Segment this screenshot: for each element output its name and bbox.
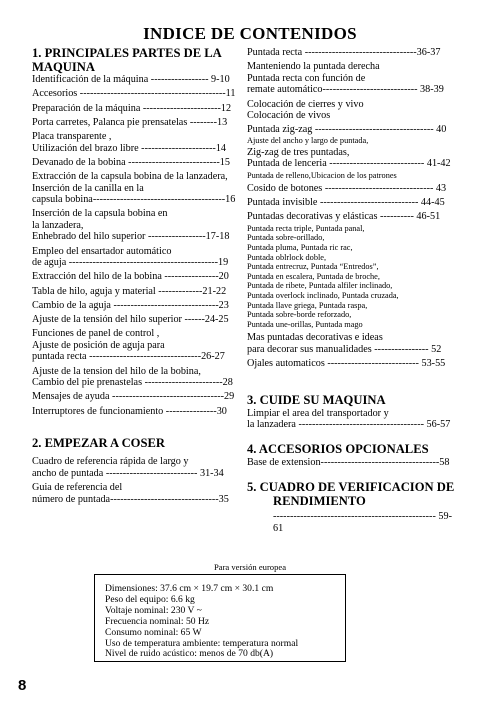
toc-entry: Cosido de botones -------------------------------- 43 [247,182,447,194]
decorative-stitch-list [247,224,459,330]
toc-entry: Limpiar el area del transportador y la lanzadera ------------------------------------- 56-57 [247,407,451,431]
toc-entry: Base de extension-----------------------------------58 [247,456,450,468]
toc-entry: Funciones de panel de control , Ajuste de posición de aguja para puntada recta ---------------------------------26-27 [32,328,225,363]
left-column [32,47,242,508]
decorative-stitch-item: Puntada overlock inclinado, Puntada cruzada, [247,291,399,301]
spec-line: Dimensiones: 37.6 cm × 19.7 cm × 30.1 cm [105,583,274,594]
spec-line: Peso del equipo: 6.6 kg [105,593,195,605]
spec-line: Consumo nominal: 65 W [105,626,202,638]
page-title: INDICE DE CONTENIDOS [143,24,357,43]
decorative-stitch-item: Puntada recta triple, Puntada panal, [247,223,365,233]
right-column [247,47,459,537]
toc-entry: Identificación de la máquina ----------------- 9-10 [32,74,230,86]
section-heading-4: 4. ACCESORIOS OPCIONALES [247,442,429,457]
right-top-entries [247,47,459,122]
toc-entry: ------------------------------------------------ 59-61 [273,511,452,534]
toc-entry: Puntadas decorativas y elásticas ---------- 46-51 [247,211,441,223]
toc-entry: Puntada zig-zag ----------------------------------- 40 Ajuste del ancho y largo de puntada, [247,124,459,145]
toc-entry: Ojales automaticos --------------------------- 53-55 [247,357,446,369]
toc-entry: Preparación de la máquina -----------------------12 [32,102,232,114]
section-1-entries [32,74,242,417]
toc-entry: Zig-zag de tres puntadas, Puntada de lenceria ---------------------------- 41-42 [247,146,451,170]
decorative-stitch-item: Puntada entrecruz, Puntada “Entredos”, [247,262,379,272]
toc-entry: Extracción del hilo de la bobina ----------------20 [32,271,229,283]
toc-entry: Colocación de cierres y vivo Colocación de vivos [247,98,364,122]
decorative-stitch-item: Puntada en escalera, Puntada de broche, [247,271,380,281]
toc-entry: Ajuste de la tension del hilo de la bobina, Cambio del pie prenastelas -----------------------28 [32,365,233,389]
toc-entry: Cuadro de referencia rápida de largo y ancho de puntada --------------------------- 31-34 [32,456,224,479]
spec-box [94,574,346,662]
decorative-stitch-item: Puntada llave griega, Puntada raspa, [247,300,368,310]
decorative-stitch-item: Puntada pluma, Puntada ric rac, [247,243,353,253]
toc-entry: Cambio de la aguja -------------------------------23 [32,299,229,311]
section-heading-2: 2. EMPEZAR A COSER [32,435,165,450]
toc-entry: Puntada invisible ----------------------------- 44-45 [247,197,445,209]
toc-entry: Mas puntadas decorativas e ideas para decorar sus manualidades ---------------- 52 [247,332,442,355]
decorative-stitch-item: Puntada oblrlock doble, [247,252,327,262]
section-heading-1: 1. PRINCIPALES PARTES DE LA MAQUINA [32,46,222,74]
spec-caption: Para versión europea [213,562,287,572]
toc-entry: Empleo del ensartador automático de aguja --------------------------------------------19 [32,245,229,269]
toc-entry: Puntada recta ---------------------------------36-37 [247,47,441,58]
spec-line: Uso de temperatura ambiente: temperatura normal [105,637,299,649]
toc-entry: Inserción de la capsula bobina en la lanzadera, Enhebrado del hilo superior -----------------17-18 [32,208,230,243]
toc-entry: Porta carretes, Palanca pie prensatelas --------13 [32,116,228,128]
page-number: 8 [18,677,27,694]
toc-entry: Accesorios -------------------------------------------11 [32,88,236,100]
toc-entry: Tabla de hilo, aguja y material -------------21-22 [32,285,227,297]
section-heading-3: 3. CUIDE SU MAQUINA [247,392,386,407]
decorative-stitch-item: Puntada de ribete, Puntada alfiler inclinado, [247,281,393,291]
spec-line: Frecuencia nominal: 50 Hz [105,615,210,627]
decorative-stitch-item: Puntada sobre-borde reforzado, [247,310,352,320]
toc-entry: Devanado de la bobina ---------------------------15 [32,156,230,168]
section-heading-5: 5. CUADRO DE VERIFICACION DE [247,480,455,495]
decorative-stitch-item: Puntada sobre-orillado, [247,233,325,243]
section-heading-5-cont: RENDIMIENTO [273,493,366,508]
decorative-stitch-item: Puntada une-orillas, Puntada mago [247,319,363,329]
toc-entry: Guia de referencia del número de puntada--------------------------------35 [32,482,229,505]
toc-entry: Ajuste de la tensión del hilo superior ------24-25 [32,314,229,325]
toc-entry: Interruptores de funcionamiento ---------------30 [32,405,227,417]
spec-line: Voltaje nominal: 230 V ~ [105,604,202,616]
spec-line: Nivel de ruido acústico: menos de 70 db(A) [105,648,274,660]
toc-note: Puntada de relleno,Ubicacion de los patrones [247,170,397,180]
toc-entry: Manteniendo la puntada derecha Puntada recta con función de remate automático---------------------------- 38-39 [247,61,444,96]
toc-entry: Mensajes de ayuda ---------------------------------29 [32,391,235,403]
section-2-entries [32,456,242,505]
toc-entry: Placa transparente , Utilización del brazo libre ----------------------14 [32,130,227,154]
toc-entry: Extracción de la capsula bobina de la lanzadera, Inserción de la canilla en la capsula bobina---------------------------------------16 [32,170,236,206]
toc-note: Ajuste del ancho y largo de puntada, [247,135,369,145]
